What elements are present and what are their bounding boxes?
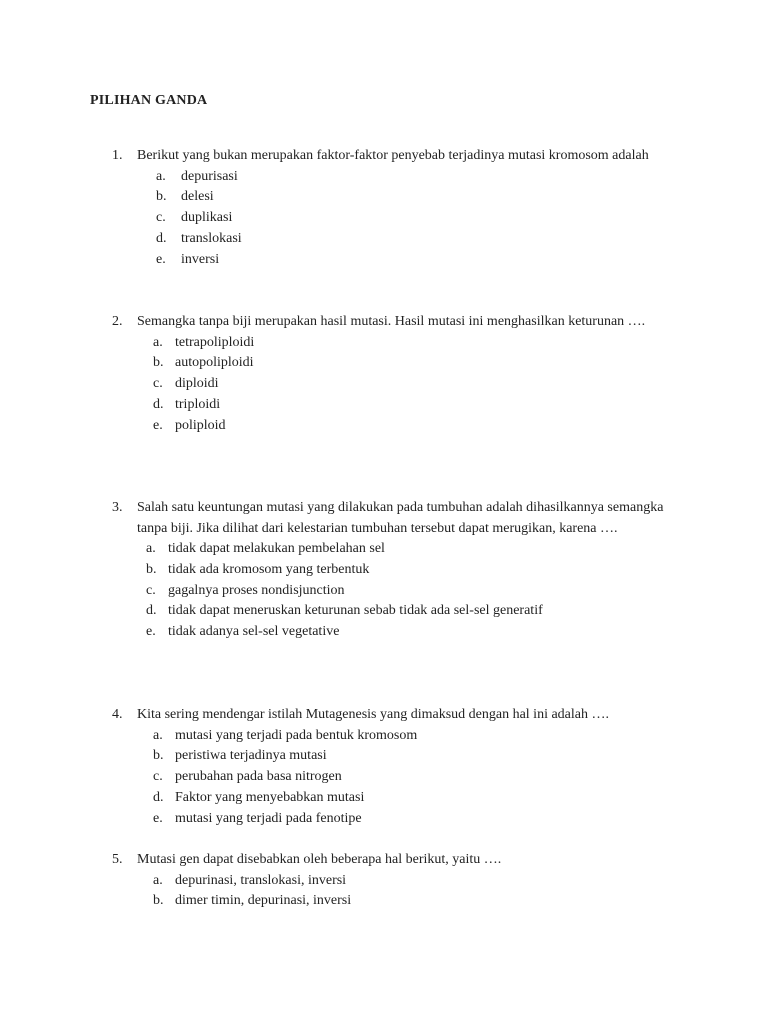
question-number: 4. [112,707,123,722]
question-1 [112,146,672,270]
question-text: Kita sering mendengar istilah Mutagenesis yang dimaksud dengan hal ini adalah …. [137,707,609,722]
option-letter: d. [153,396,164,412]
option-letter: b. [156,189,167,205]
option-a [153,333,672,354]
option-letter: a. [153,727,163,743]
option-list [146,539,672,643]
section-title: PILIHAN GANDA [90,93,208,108]
option-letter: b. [153,748,164,764]
option-text: depurinasi, translokasi, inversi [175,872,347,888]
option-text: delesi [181,189,214,205]
option-letter: c. [153,769,163,785]
option-text: autopoliploidi [175,355,254,371]
question-number: 5. [112,852,123,867]
option-text: poliploid [175,417,226,433]
option-text: dimer timin, depurinasi, inversi [175,893,352,909]
option-text: triploidi [175,396,221,412]
question-number: 2. [112,314,123,329]
question-text: Salah satu keuntungan mutasi yang dilakukan pada tumbuhan adalah dihasilkannya semangka tanpa biji. Jika dilihat dari kelestarian tumbuhan tersebut dapat merugikan, karena …. [137,500,664,536]
option-text: gagalnya proses nondisjunction [168,582,345,598]
question-5 [112,850,672,912]
option-text: tidak adanya sel-sel vegetative [168,624,340,640]
option-letter: a. [156,168,166,184]
option-text: depurisasi [181,168,238,184]
option-e [153,809,672,830]
option-text: mutasi yang terjadi pada fenotipe [175,810,362,826]
option-a [146,539,672,560]
option-text: mutasi yang terjadi pada bentuk kromosom [175,727,418,743]
question-3 [112,498,672,643]
option-c [153,767,672,788]
option-text: tidak dapat meneruskan keturunan sebab tidak ada sel-sel generatif [168,603,543,619]
option-list [156,167,672,271]
option-c [153,374,672,395]
option-b [153,353,672,374]
question-number: 1. [112,148,123,163]
option-letter: e. [153,417,163,433]
option-d [156,229,672,250]
option-a [156,167,672,188]
question-number: 3. [112,500,123,515]
option-d [146,601,672,622]
option-letter: d. [156,230,167,246]
option-text: Faktor yang menyebabkan mutasi [175,789,365,805]
option-letter: a. [153,334,163,350]
option-letter: e. [153,810,163,826]
option-letter: d. [146,603,157,619]
option-text: perubahan pada basa nitrogen [175,769,342,785]
option-b [146,560,672,581]
option-b [156,187,672,208]
option-e [146,622,672,643]
option-letter: b. [153,355,164,371]
option-text: translokasi [181,230,242,246]
option-text: duplikasi [181,210,233,226]
option-c [156,208,672,229]
option-letter: a. [153,872,163,888]
option-text: tidak ada kromosom yang terbentuk [168,561,370,577]
question-text: Semangka tanpa biji merupakan hasil mutasi. Hasil mutasi ini menghasilkan keturunan …. [137,314,646,329]
option-list [153,871,672,913]
option-letter: e. [146,624,156,640]
option-d [153,788,672,809]
question-2 [112,312,672,436]
option-letter: c. [146,582,156,598]
option-text: inversi [181,251,220,267]
question-4 [112,705,672,829]
option-a [153,726,672,747]
option-letter: d. [153,789,164,805]
option-a [153,871,672,892]
option-letter: c. [156,210,166,226]
option-letter: b. [146,561,157,577]
option-e [156,250,672,271]
option-letter: a. [146,541,156,556]
option-b [153,891,672,912]
option-e [153,416,672,437]
question-text: Berikut yang bukan merupakan faktor-faktor penyebab terjadinya mutasi kromosom adalah [137,148,649,163]
option-d [153,395,672,416]
option-c [146,581,672,602]
option-text: diploidi [175,376,219,392]
option-letter: c. [153,376,163,392]
option-list [153,333,672,437]
option-b [153,746,672,767]
question-text: Mutasi gen dapat disebabkan oleh beberapa hal berikut, yaitu …. [137,852,502,867]
option-letter: b. [153,893,164,909]
option-list [153,726,672,830]
option-letter: e. [156,251,166,267]
option-text: tidak dapat melakukan pembelahan sel [168,541,385,556]
option-text: peristiwa terjadinya mutasi [175,748,327,764]
option-text: tetrapoliploidi [175,334,255,350]
